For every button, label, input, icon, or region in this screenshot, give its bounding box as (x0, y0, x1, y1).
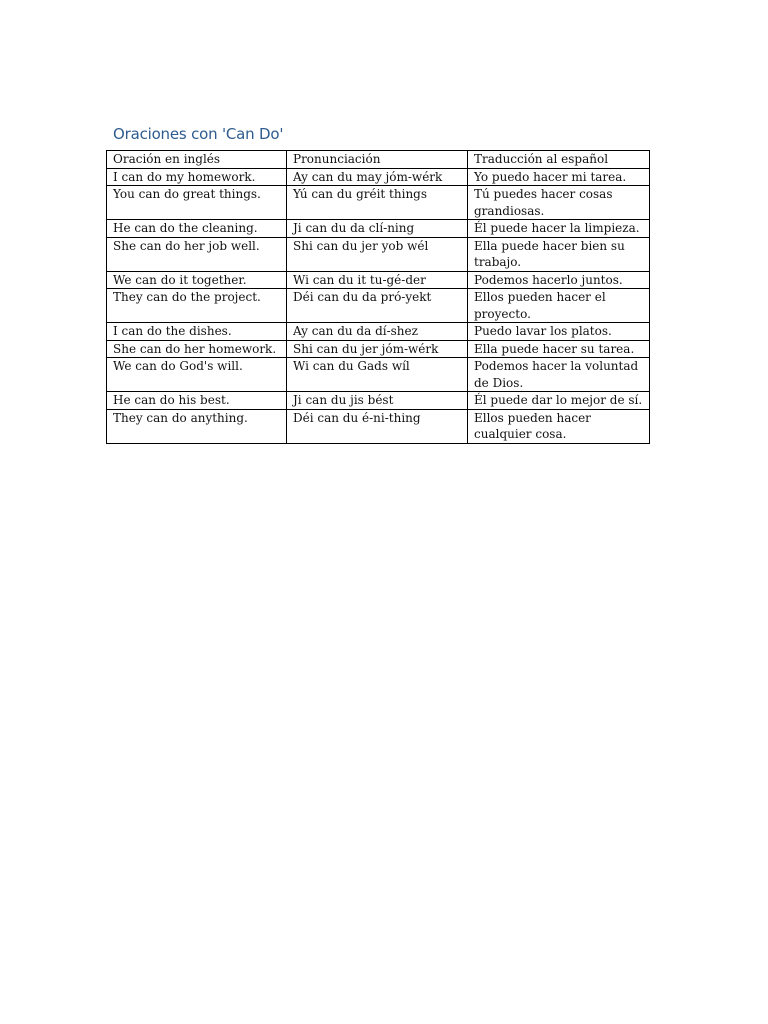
table-row (107, 323, 650, 341)
spanish-cell: Podemos hacerlo juntos. (468, 271, 650, 289)
english-cell: He can do his best. (107, 392, 287, 410)
english-cell: They can do anything. (107, 409, 287, 443)
spanish-cell: Ella puede hacer su tarea. (468, 340, 650, 358)
spanish-cell: Ellos pueden hacer cualquier cosa. (468, 409, 650, 443)
spanish-cell: Tú puedes hacer cosas grandiosas. (468, 186, 650, 220)
sentences-table (106, 150, 650, 444)
table-row (107, 409, 650, 443)
pronunciation-cell: Ay can du may jóm-wérk (287, 168, 468, 186)
english-cell: She can do her homework. (107, 340, 287, 358)
header-spanish: Traducción al español (468, 151, 650, 169)
header-pronunciation: Pronunciación (287, 151, 468, 169)
pronunciation-cell: Wi can du Gads wíl (287, 358, 468, 392)
header-english: Oración en inglés (107, 151, 287, 169)
table-row (107, 271, 650, 289)
spanish-cell: Ellos pueden hacer el proyecto. (468, 289, 650, 323)
pronunciation-cell: Ay can du da dí-shez (287, 323, 468, 341)
table-row (107, 168, 650, 186)
pronunciation-cell: Wi can du it tu-gé-der (287, 271, 468, 289)
table-row (107, 237, 650, 271)
english-cell: She can do her job well. (107, 237, 287, 271)
pronunciation-cell: Shi can du jer jóm-wérk (287, 340, 468, 358)
english-cell: They can do the project. (107, 289, 287, 323)
spanish-cell: Podemos hacer la voluntad de Dios. (468, 358, 650, 392)
pronunciation-cell: Ji can du jis bést (287, 392, 468, 410)
pronunciation-cell: Shi can du jer yob wél (287, 237, 468, 271)
spanish-cell: Yo puedo hacer mi tarea. (468, 168, 650, 186)
spanish-cell: Puedo lavar los platos. (468, 323, 650, 341)
pronunciation-cell: Ji can du da clí-ning (287, 220, 468, 238)
table-row (107, 186, 650, 220)
spanish-cell: Él puede dar lo mejor de sí. (468, 392, 650, 410)
pronunciation-cell: Déi can du da pró-yekt (287, 289, 468, 323)
table-row (107, 220, 650, 238)
english-cell: I can do my homework. (107, 168, 287, 186)
spanish-cell: Ella puede hacer bien su trabajo. (468, 237, 650, 271)
english-cell: I can do the dishes. (107, 323, 287, 341)
document-title: Oraciones con 'Can Do' (113, 125, 284, 143)
table-row (107, 392, 650, 410)
pronunciation-cell: Déi can du é-ni-thing (287, 409, 468, 443)
table-header-row (107, 151, 650, 169)
english-cell: He can do the cleaning. (107, 220, 287, 238)
table-row (107, 358, 650, 392)
english-cell: You can do great things. (107, 186, 287, 220)
table-row (107, 340, 650, 358)
english-cell: We can do God's will. (107, 358, 287, 392)
english-cell: We can do it together. (107, 271, 287, 289)
pronunciation-cell: Yú can du gréit things (287, 186, 468, 220)
spanish-cell: Él puede hacer la limpieza. (468, 220, 650, 238)
table-row (107, 289, 650, 323)
